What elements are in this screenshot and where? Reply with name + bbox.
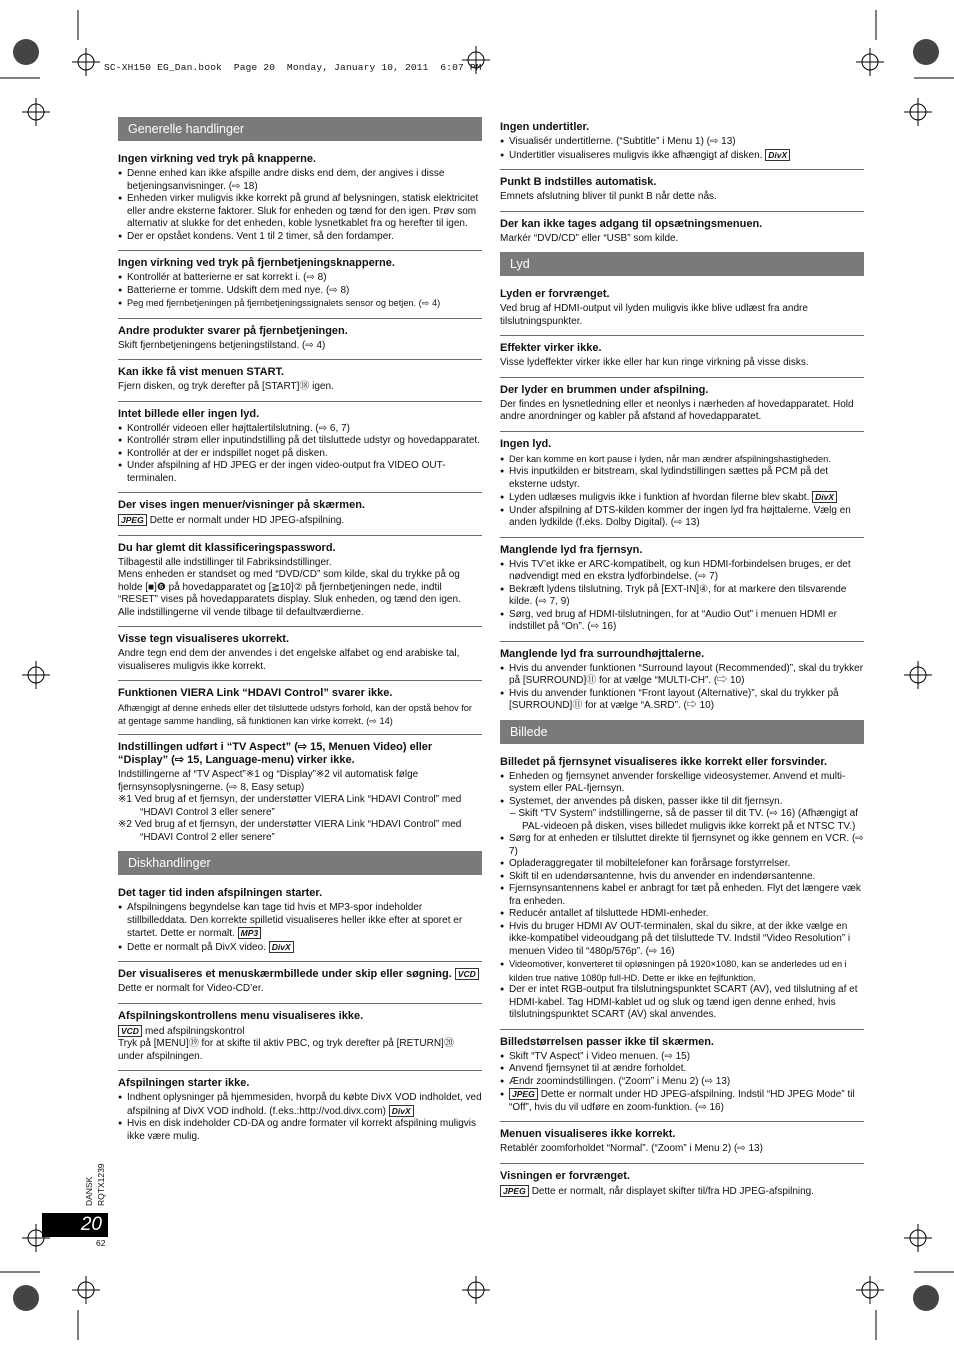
faq-question	[118, 499, 482, 512]
faq-question	[118, 1010, 482, 1023]
faq-answer-line	[118, 272, 482, 285]
faq-question	[500, 544, 864, 557]
faq-answer-text: Peg med fjernbetjeningen på fjernbetjeningssignalets sensor og betjen. (⇨ 4)	[127, 298, 441, 308]
faq-entry	[500, 642, 864, 720]
faq-answer-line	[500, 1063, 864, 1076]
faq-question-text: Afspilningen starter ikke.	[118, 1077, 250, 1089]
faq-answer-line	[118, 448, 482, 461]
faq-answer-line	[118, 193, 482, 231]
faq-answer-line	[500, 1051, 864, 1064]
faq-answer-line	[500, 505, 864, 530]
faq-answer-text: Systemet, der anvendes på disken, passer ikke til dit fjernsyn.	[509, 795, 783, 807]
faq-answer-text: Under afspilning af HD JPEG er der ingen video-output fra VIDEO OUT-terminalen.	[127, 460, 446, 484]
faq-answer-line	[118, 297, 482, 311]
faq-question-text: Du har glemt dit klassificeringspassword.	[118, 541, 336, 554]
faq-answer-text: Opladeraggregater til mobiltelefoner kan forårsage forstyrrelser.	[509, 858, 791, 869]
faq-answer-line	[500, 1143, 864, 1156]
faq-answer-line	[500, 191, 864, 204]
faq-entry	[118, 402, 482, 494]
faq-entry	[118, 627, 482, 681]
right-column	[500, 117, 864, 1205]
faq-answer-line	[500, 871, 864, 884]
faq-entry	[500, 1030, 864, 1123]
faq-question	[118, 741, 482, 767]
faq-answer-line	[118, 648, 482, 673]
faq-answer-line	[500, 357, 864, 370]
faq-answer-line	[118, 557, 482, 570]
faq-answer-line	[500, 663, 864, 688]
faq-entry	[118, 681, 482, 735]
format-tag: DivX	[765, 149, 790, 161]
faq-question-text: Andre produkter svarer på fjernbetjeningen.	[118, 324, 348, 337]
faq-entry	[118, 536, 482, 628]
faq-question	[500, 1170, 864, 1183]
faq-question	[500, 1128, 864, 1141]
faq-answer-text: med afspilningskontrol	[144, 1025, 245, 1037]
faq-entry	[500, 378, 864, 432]
faq-answer-text: Emnets afslutning bliver til punkt B når dette nås.	[500, 191, 717, 202]
faq-answer-line	[500, 491, 864, 505]
faq-answer-text: Fjernsynsantennens kabel er anbragt for tæt på enheden. Flyt det længere væk fra enheden.	[509, 883, 861, 907]
faq-answer-line	[118, 1038, 482, 1063]
faq-answer-text: Visse lydeffekter virker ikke eller har kun ringe virkning på visse disks.	[500, 357, 809, 368]
faq-question	[118, 1077, 482, 1090]
faq-question	[118, 325, 482, 338]
faq-answer-text: Hvis du anvender funktionen “Surround layout (Recommended)”, skal du trykker på [SURROUND]⑪ for at vælge “MULTI-CH”. (⇨ 10)	[509, 662, 864, 686]
faq-answer-line	[500, 233, 864, 246]
faq-answer-line	[118, 1025, 482, 1039]
faq-entry	[500, 538, 864, 642]
faq-answer-text: Kontrollér videoen eller højttalertilslutning. (⇨ 6, 7)	[127, 422, 350, 434]
faq-answer-text: Indstillingerne af “TV Aspect”※1 og “Display”※2 vil automatisk følge fjernsynsoplysningerne. (⇨ 8, Easy setup)	[118, 769, 419, 793]
faq-answer-line	[500, 453, 864, 467]
section-heading: Generelle handlinger	[118, 117, 482, 141]
faq-answer-text: Der kan komme en kort pause i lyden, når man ændrer afspilningshastigheden.	[509, 453, 831, 464]
section-heading: Lyd	[500, 252, 864, 276]
faq-entry	[500, 750, 864, 1030]
faq-question	[500, 756, 864, 769]
side-page-number: 62	[96, 1238, 106, 1248]
faq-entry	[118, 147, 482, 251]
faq-entry	[500, 1122, 864, 1164]
faq-answer-line	[118, 702, 482, 727]
faq-answer-text: ※2 Ved brug af et fjernsyn, der understøtter VIERA Link “HDAVI Control” med “HDAVI Control 2 eller senere”	[118, 819, 462, 843]
faq-question	[500, 121, 864, 134]
faq-answer-text: Batterierne er tomme. Udskift dem med nye. (⇨ 8)	[127, 284, 350, 296]
faq-question-text: Visningen er forvrænget.	[500, 1169, 630, 1182]
faq-question-text: Det tager tid inden afspilningen starter.	[118, 887, 323, 899]
faq-question	[500, 438, 864, 451]
format-tag: JPEG	[118, 514, 147, 526]
faq-question-text: Der visualiseres et menuskærmbillede under skip eller søgning.	[118, 968, 452, 980]
faq-entry	[500, 170, 864, 212]
format-tag: DivX	[269, 941, 294, 953]
faq-answer-line	[118, 514, 482, 528]
faq-answer-line	[118, 168, 482, 193]
faq-answer-text: Dette er normalt for Video-CD’er.	[118, 983, 264, 994]
faq-answer-text: Indhent oplysninger på hjemmesiden, hvorpå du købte DivX VOD indholdet, ved afspilning af DivX VOD indhold. (f.eks.:http://vod.divx.com)	[127, 1092, 482, 1117]
faq-question-text: Kan ikke få vist menuen START.	[118, 366, 285, 378]
faq-answer-line	[118, 941, 482, 955]
faq-entry	[118, 493, 482, 536]
faq-answer-line	[500, 908, 864, 921]
faq-answer-line	[118, 569, 482, 607]
faq-answer-text: Dette er normalt på DivX video.	[127, 941, 266, 953]
faq-question	[118, 887, 482, 900]
faq-question-text: Der lyder en brummen under afspilning.	[500, 383, 709, 396]
faq-answer-text: Reducér antallet af tilsluttede HDMI-enheder.	[509, 908, 709, 919]
page-number: 20	[42, 1213, 108, 1237]
faq-answer-text: Skift fjernbetjeningens betjeningstilstand. (⇨ 4)	[118, 339, 326, 351]
faq-answer-line	[118, 340, 482, 353]
side-language: DANSK	[84, 1176, 94, 1206]
faq-answer-text: Hvis en disk indeholder CD-DA og andre formater vil korrekt afspilning muligvis ikke være mulig.	[127, 1118, 477, 1142]
faq-answer-line	[500, 136, 864, 149]
format-tag: DivX	[389, 1105, 414, 1117]
faq-question-text: Intet billede eller ingen lyd.	[118, 407, 260, 420]
faq-question	[500, 218, 864, 231]
faq-answer-line	[118, 794, 482, 819]
faq-answer-text: Videomotiver, konverteret til opløsningen på 1920×1080, kan se anderledes ud en i kilden true native 1080p full-HD. Dette er ikke en fejlfunktion.	[509, 959, 847, 983]
faq-question-text: Punkt B indstilles automatisk.	[500, 176, 657, 188]
faq-answer-line	[500, 399, 864, 424]
faq-entry	[118, 360, 482, 402]
faq-question-text: Ingen undertitler.	[500, 121, 590, 133]
faq-answer-line	[118, 231, 482, 244]
faq-entry	[118, 1071, 482, 1150]
faq-answer-text: Afspilningens begyndelse kan tage tid hvis et MP3-spor indeholder stillbilleddata. Den korrekte spilletid visualiseres heller ikke efter at sporet er startet. Dette er normalt.	[127, 902, 463, 939]
faq-question	[500, 288, 864, 301]
faq-answer-text: Visualisér undertitlerne. (“Subtitle” i Menu 1) (⇨ 13)	[509, 136, 736, 147]
faq-answer-text: Tilbagestil alle indstillinger til Fabriksindstillinger.	[118, 556, 332, 568]
format-tag: VCD	[455, 968, 479, 980]
faq-question	[118, 153, 482, 166]
faq-answer-line	[500, 883, 864, 908]
faq-answer-line	[500, 808, 864, 833]
faq-answer-line	[118, 819, 482, 844]
faq-entry	[500, 336, 864, 378]
faq-question-text: Lyden er forvrænget.	[500, 288, 610, 300]
faq-question	[500, 648, 864, 661]
faq-answer-line	[118, 1092, 482, 1118]
faq-answer-text: Dette er normalt under HD JPEG-afspilning.	[149, 515, 345, 526]
faq-answer-text: Tryk på [MENU]⑲ for at skifte til aktiv PBC, og tryk derefter på [RETURN]⑳ under afspilningen.	[118, 1038, 454, 1062]
faq-answer-text: Hvis du bruger HDMI AV OUT-terminalen, skal du sikre, at der ikke vælge en ikke-kompatibel videoudgang på det tilsluttede TV. Indstil “Video Resolution” i menuen Video til “480p/576p”. (⇨ 16)	[509, 920, 851, 957]
faq-answer-line	[118, 460, 482, 485]
faq-answer-text: Dette er normalt, når displayet skifter til/fra HD JPEG-afspilning.	[531, 1185, 815, 1197]
faq-question-text: Indstillingen udført i “TV Aspect” (⇨ 15, Menuen Video) eller “Display” (⇨ 15, Language-menu) virker ikke.	[118, 741, 433, 766]
faq-question	[118, 542, 482, 555]
faq-question	[118, 968, 482, 981]
faq-answer-text: ※1 Ved brug af et fjernsyn, der understøtter VIERA Link “HDAVI Control” med “HDAVI Control 3 eller senere”	[118, 794, 462, 818]
faq-answer-text: Bekræft lydens tilslutning. Tryk på [EXT-IN]④, for at markere den tilsvarende kilde. (⇨ 7, 9)	[509, 583, 847, 607]
faq-entry	[118, 735, 482, 851]
faq-answer-line	[500, 688, 864, 713]
faq-question	[118, 633, 482, 646]
faq-answer-line	[118, 607, 482, 620]
faq-question-text: Funktionen VIERA Link “HDAVI Control” svarer ikke.	[118, 687, 393, 699]
faq-answer-text: Alle indstillingerne vil vende tilbage til defaultværdierne.	[118, 606, 364, 618]
faq-answer-line	[500, 1076, 864, 1089]
faq-question	[118, 366, 482, 379]
faq-entry	[500, 117, 864, 170]
faq-answer-line	[500, 584, 864, 609]
section-heading: Diskhandlinger	[118, 851, 482, 875]
faq-answer-text: Skift “TV Aspect” i Video menuen. (⇨ 15)	[509, 1050, 691, 1062]
faq-question-text: Billedstørrelsen passer ikke til skærmen.	[500, 1035, 714, 1048]
faq-answer-line	[118, 983, 482, 996]
faq-answer-text: Ved brug af HDMI-output vil lyden muligvis ikke blive udlæst fra andre tilslutningspunkter.	[500, 303, 808, 327]
faq-question-text: Der kan ikke tages adgang til opsætningsmenuen.	[500, 217, 763, 230]
faq-answer-line	[500, 771, 864, 796]
faq-answer-text: Denne enhed kan ikke afspille andre disks end dem, der angives i disse betjeningsanvisninger. (⇨ 18)	[127, 168, 445, 192]
faq-answer-text: Kontrollér strøm eller inputindstilling på det tilsluttede udstyr og hovedapparatet.	[127, 435, 480, 446]
faq-answer-line	[500, 958, 864, 984]
faq-answer-text: – Skift “TV System” indstillingerne, så de passer til dit TV. (⇨ 16) (Afhængigt af PAL-videoen på disken, vises billedet muligvis ikke korrekt på et NTSC TV.)	[510, 808, 858, 832]
format-tag: VCD	[118, 1025, 142, 1037]
faq-answer-text: Ændr zoomindstillingen. (“Zoom” i Menu 2) (⇨ 13)	[509, 1075, 731, 1087]
faq-question	[500, 342, 864, 355]
format-tag: DivX	[812, 491, 837, 503]
faq-answer-text: Hvis du anvender funktionen “Front layout (Alternative)”, skal du trykker på [SURROUND]⑪ for at vælge “A.SRD”. (⇨ 10)	[509, 687, 839, 711]
faq-entry	[118, 962, 482, 1004]
faq-answer-line	[118, 423, 482, 436]
faq-answer-line	[118, 435, 482, 448]
faq-entry	[500, 212, 864, 253]
faq-question	[500, 384, 864, 397]
faq-answer-line	[500, 858, 864, 871]
faq-answer-text: Fjern disken, og tryk derefter på [START]⑱ igen.	[118, 381, 334, 392]
format-tag: JPEG	[509, 1088, 538, 1100]
faq-answer-text: Under afspilning af DTS-kilden kommer der ingen lyd fra højttalerne. Vælg en anden lydkilde (f.eks. Dolby Digital). (⇨ 13)	[509, 504, 851, 528]
faq-answer-text: Dette er normalt under HD JPEG-afspilning. Indstil “HD JPEG Mode” til “Off”, hvis du vil udføre en zoom-funktion. (⇨ 16)	[509, 1089, 855, 1113]
faq-answer-line	[500, 921, 864, 959]
format-tag: MP3	[238, 927, 261, 939]
faq-answer-text: Anvend fjernsynet til at ændre forholdet.	[509, 1063, 687, 1074]
faq-question-text: Visse tegn visualiseres ukorrekt.	[118, 633, 289, 645]
left-column	[118, 117, 482, 1150]
faq-entry	[500, 432, 864, 538]
faq-answer-text: Hvis inputkilden er bitstream, skal lydindstillingen sættes på PCM på det eksterne udstyr.	[509, 466, 829, 490]
faq-question-text: Menuen visualiseres ikke korrekt.	[500, 1128, 676, 1140]
faq-answer-text: Lyden udlæses muligvis ikke i funktion af hvordan filerne blev skabt.	[509, 492, 810, 503]
faq-answer-text: Kontrollér at der er indspillet noget på disken.	[127, 447, 328, 459]
faq-question-text: Manglende lyd fra fjernsyn.	[500, 543, 643, 556]
faq-answer-line	[500, 466, 864, 491]
faq-question-text: Ingen virkning ved tryk på knapperne.	[118, 153, 317, 165]
faq-answer-text: Skift til en udendørsantenne, hvis du anvender en indendørsantenne.	[509, 870, 816, 882]
faq-answer-line	[118, 769, 482, 794]
section-heading: Billede	[500, 720, 864, 744]
faq-answer-text: Enheden virker muligvis ikke korrekt på grund af belysningen, statisk elektricitet eller andre eksterne faktorer. Sluk for enheden og tænd for den igen. Prøv som alternativ at slukke for det enheden, koble lysnetkablet fra og herefter til igen.	[127, 193, 479, 229]
faq-answer-text: Markér “DVD/CD” eller “USB” som kilde.	[500, 232, 679, 244]
faq-answer-text: Sørg, ved brug af HDMI-tilslutningen, for at “Audio Out” i menuen HDMI er indstillet på “On”. (⇨ 16)	[509, 608, 837, 632]
faq-answer-text: Afhængigt af denne enheds eller det tilsluttede udstyrs forhold, kan der opstå behov for at gentage samme handling, så funktionen kan virke korrekt. (⇨ 14)	[118, 703, 472, 726]
faq-answer-line	[500, 1088, 864, 1114]
faq-question-text: Ingen lyd.	[500, 437, 552, 450]
faq-answer-line	[118, 285, 482, 298]
faq-answer-text: Enheden og fjernsynet anvender forskellige videosystemer. Anvend et multi-system eller PAL-fjernsyn.	[509, 770, 846, 794]
faq-answer-text: Kontrollér at batterierne er sat korrekt i. (⇨ 8)	[127, 272, 327, 283]
faq-answer-text: Undertitler visualiseres muligvis ikke afhængigt af disken.	[509, 149, 763, 161]
faq-question	[500, 176, 864, 189]
faq-answer-line	[500, 303, 864, 328]
format-tag: JPEG	[500, 1185, 529, 1197]
faq-answer-text: Hvis TV’et ikke er ARC-kompatibelt, og kun HDMI-forbindelsen bruges, er det nødvendigt med en ekstra lydforbindelse. (⇨ 7)	[509, 558, 851, 582]
faq-answer-line	[500, 796, 864, 809]
faq-question-text: Afspilningskontrollens menu visualiseres ikke.	[118, 1009, 364, 1022]
faq-answer-line	[500, 984, 864, 1022]
faq-answer-text: Der er intet RGB-output fra tilslutningspunktet SCART (AV), ved tilslutning af et HDMI-kabel. Tag HDMI-kablet ud og sluk og tænd igen denne enhed, hvis tilslutningspunktet SCART (AV) skal anvendes.	[509, 984, 858, 1020]
faq-answer-text: Der findes en lysnetledning eller et neonlys i nærheden af hovedapparatet. Hold andre anordninger og kabler på afstand af hovedapparatet.	[500, 398, 854, 422]
faq-answer-line	[118, 1118, 482, 1143]
faq-answer-line	[118, 902, 482, 941]
faq-question-text: Billedet på fjernsynet visualiseres ikke korrekt eller forsvinder.	[500, 755, 828, 768]
faq-answer-line	[500, 559, 864, 584]
faq-answer-line	[500, 833, 864, 858]
faq-answer-line	[500, 609, 864, 634]
faq-answer-text: Retablér zoomforholdet “Normal”. (“Zoom” i Menu 2) (⇨ 13)	[500, 1143, 763, 1154]
faq-answer-line	[500, 1185, 864, 1199]
faq-question-text: Effekter virker ikke.	[500, 342, 602, 354]
faq-answer-line	[118, 381, 482, 394]
faq-entry	[500, 282, 864, 336]
faq-answer-text: Andre tegn end dem der anvendes i det engelske alfabet og end arabiske tal, visualiseres muligvis ikke korrekt.	[118, 648, 460, 672]
faq-entry	[118, 881, 482, 962]
faq-entry	[118, 1004, 482, 1072]
faq-answer-text: Mens enheden er standset og med “DVD/CD” som kilde, skal du trykke på og holde [■]❻ på hovedapparatet og [≧10]② på fjernbetjeningen nede, indtil “RESET” vises på hovedapparatets display. Sluk enheden, og tænd den igen.	[118, 569, 461, 605]
faq-question-text: Manglende lyd fra surroundhøjttalerne.	[500, 647, 705, 660]
faq-answer-line	[500, 149, 864, 163]
faq-question-text: Der vises ingen menuer/visninger på skærmen.	[118, 499, 365, 511]
faq-question-text: Ingen virkning ved tryk på fjernbetjeningsknapperne.	[118, 257, 395, 269]
faq-answer-text: Der er opstået kondens. Vent 1 til 2 timer, så den fordamper.	[127, 230, 394, 242]
file-header-line: SC-XH150 EG_Dan.book Page 20 Monday, January 10, 2011 6:07 PM	[104, 62, 482, 73]
faq-entry	[500, 1164, 864, 1206]
faq-entry	[118, 251, 482, 319]
faq-entry	[118, 319, 482, 361]
side-code: RQTX1239	[96, 1163, 106, 1206]
faq-question	[118, 687, 482, 700]
faq-question	[118, 408, 482, 421]
faq-answer-text: Sørg for at enheden er tilsluttet direkte til fjernsynet og ikke gennem en VCR. (⇨ 7)	[509, 833, 864, 857]
faq-question	[500, 1036, 864, 1049]
faq-question	[118, 257, 482, 270]
